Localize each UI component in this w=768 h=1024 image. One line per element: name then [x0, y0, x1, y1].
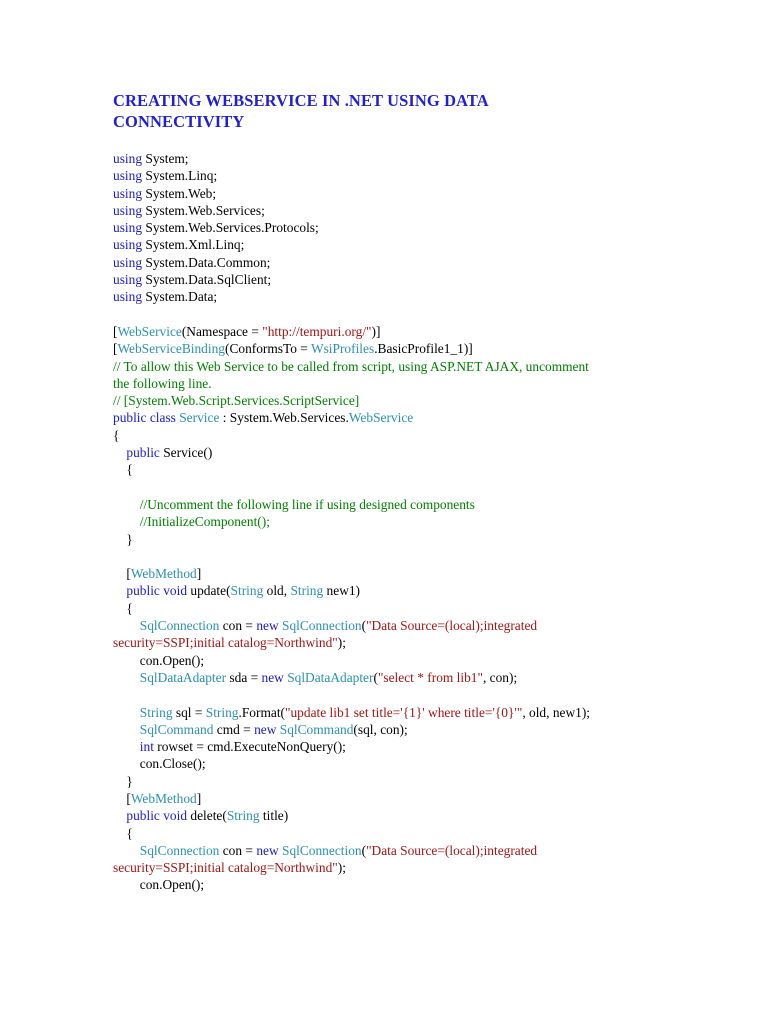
code-type: WsiProfiles	[310, 341, 375, 357]
code-line	[113, 271, 673, 288]
code-string: "Data Source=(local);integrated	[366, 618, 538, 634]
code-line	[113, 704, 673, 721]
code-text: }	[113, 531, 133, 547]
code-line	[113, 427, 673, 444]
code-line	[113, 755, 673, 772]
code-text	[113, 514, 140, 529]
code-line	[113, 496, 673, 513]
code-text: (	[361, 618, 367, 634]
code-line	[113, 167, 673, 184]
code-type: SqlCommand	[279, 721, 354, 737]
blank-line	[113, 686, 673, 703]
code-keyword: public	[126, 583, 160, 599]
code-text	[113, 497, 140, 512]
code-text: {	[113, 427, 120, 443]
code-type: SqlConnection	[282, 618, 362, 634]
code-text: [	[113, 566, 131, 582]
code-string: security=SSPI;initial catalog=Northwind"	[113, 635, 338, 651]
code-text: sql =	[172, 704, 206, 720]
code-keyword: int	[139, 739, 154, 755]
code-text: (ConformsTo =	[224, 341, 311, 357]
code-line	[113, 600, 673, 617]
code-text: System.Xml.Linq;	[142, 237, 245, 253]
code-text: update(	[187, 583, 231, 599]
code-comment: the following line.	[113, 375, 212, 391]
code-text: )]	[371, 323, 381, 339]
code-text: System.Linq;	[142, 168, 218, 184]
code-line	[113, 790, 673, 807]
code-text	[113, 705, 140, 720]
code-type: SqlDataAdapter	[287, 669, 374, 685]
code-line	[113, 219, 673, 236]
code-keyword: using	[113, 272, 143, 288]
code-text: System;	[142, 151, 189, 166]
code-string: "select * from lib1"	[377, 669, 483, 685]
code-string: security=SSPI;initial catalog=Northwind"	[113, 860, 338, 876]
code-comment: //Uncomment the following line if using designed components	[139, 496, 475, 512]
code-text: [	[113, 790, 131, 806]
code-text: , old, new1);	[522, 704, 590, 720]
code-text: (sql, con);	[353, 721, 408, 737]
code-text: System.Web.Services;	[142, 202, 265, 218]
code-keyword: new	[254, 721, 277, 737]
code-type: String	[230, 583, 264, 599]
code-text: [	[113, 341, 118, 357]
code-text	[113, 670, 140, 685]
code-line	[113, 375, 673, 392]
code-line	[113, 340, 673, 357]
code-comment: // [System.Web.Script.Services.ScriptService]	[113, 393, 360, 409]
code-line	[113, 669, 673, 686]
code-type: Service	[179, 410, 220, 426]
code-line	[113, 254, 673, 271]
code-line	[113, 288, 673, 305]
code-text	[113, 618, 140, 633]
code-text: System.Data;	[142, 289, 218, 305]
code-line	[113, 825, 673, 842]
code-type: String	[290, 583, 324, 599]
code-line	[113, 531, 673, 548]
code-text: ]	[196, 790, 202, 806]
code-text: new1)	[323, 583, 361, 599]
blank-line	[113, 479, 673, 496]
code-text: con =	[219, 842, 257, 858]
code-text: ]	[196, 566, 202, 582]
code-line	[113, 358, 673, 375]
code-line	[113, 582, 673, 599]
code-text: cmd =	[213, 721, 255, 737]
code-text: (	[361, 842, 367, 858]
code-text: con.Close();	[113, 756, 206, 772]
code-text: System.Data.SqlClient;	[142, 272, 272, 288]
code-line	[113, 444, 673, 461]
code-keyword: class	[149, 410, 176, 426]
code-keyword: using	[113, 185, 143, 201]
code-keyword: using	[113, 237, 143, 253]
code-line	[113, 461, 673, 478]
code-text	[113, 722, 140, 737]
code-line	[113, 859, 673, 876]
code-text: System.Data.Common;	[142, 254, 271, 270]
code-keyword: public	[126, 445, 160, 461]
code-text: con.Open();	[113, 877, 205, 893]
code-line	[113, 876, 673, 893]
code-text: con.Open();	[113, 652, 205, 668]
code-type: String	[139, 704, 173, 720]
code-type: WebMethod	[130, 790, 197, 806]
code-line	[113, 565, 673, 582]
code-type: SqlDataAdapter	[139, 669, 227, 685]
code-line	[113, 634, 673, 651]
code-line	[113, 652, 673, 669]
code-keyword: using	[113, 220, 143, 236]
code-line	[113, 236, 673, 253]
code-text	[113, 843, 140, 858]
code-type: WebServiceBinding	[117, 341, 225, 357]
code-keyword: public	[113, 410, 147, 426]
code-keyword: using	[113, 254, 143, 270]
code-line	[113, 513, 673, 530]
code-string: "http://tempuri.org/"	[262, 323, 372, 339]
code-text: }	[113, 773, 133, 789]
code-line	[113, 721, 673, 738]
code-text: sda =	[226, 669, 262, 685]
code-text: : System.Web.Services.	[219, 410, 349, 426]
code-text: old,	[263, 583, 291, 599]
code-type: SqlConnection	[139, 618, 220, 634]
code-type: String	[226, 808, 260, 824]
code-text: delete(	[187, 808, 227, 824]
code-text	[113, 583, 126, 598]
code-text: [	[113, 323, 118, 339]
code-comment: // To allow this Web Service to be called from script, using ASP.NET AJAX, uncomment	[113, 358, 589, 374]
code-text: {	[113, 462, 133, 478]
code-text: );	[337, 635, 346, 651]
code-line	[113, 323, 673, 340]
code-text: Service()	[159, 445, 213, 461]
code-text: System.Web.Services.Protocols;	[142, 220, 319, 236]
code-line	[113, 738, 673, 755]
code-text: {	[113, 825, 133, 841]
code-text: (	[373, 669, 378, 685]
code-keyword: using	[113, 289, 143, 305]
code-keyword: new	[261, 669, 284, 685]
code-type: WebService	[117, 323, 182, 339]
code-text: con =	[219, 618, 257, 634]
document-title-line: CREATING WEBSERVICE IN .NET USING DATA	[113, 91, 489, 110]
code-text: title)	[259, 808, 289, 824]
code-text: .Format(	[238, 704, 286, 720]
code-type: WebMethod	[130, 566, 197, 582]
code-comment: //InitializeComponent();	[139, 514, 270, 530]
code-line	[113, 807, 673, 824]
blank-line	[113, 548, 673, 565]
code-keyword: using	[113, 202, 143, 218]
code-line	[113, 617, 673, 634]
code-text	[113, 808, 126, 823]
code-type: SqlCommand	[139, 721, 214, 737]
code-type: WebService	[348, 410, 414, 426]
code-keyword: new	[256, 842, 279, 858]
code-line	[113, 409, 673, 426]
code-type: SqlConnection	[282, 842, 362, 858]
code-block	[113, 150, 673, 894]
code-keyword: new	[256, 618, 279, 634]
code-type: SqlConnection	[139, 842, 220, 858]
code-keyword: void	[163, 583, 188, 599]
code-keyword: public	[126, 808, 160, 824]
code-text: rowset = cmd.ExecuteNonQuery();	[153, 739, 346, 755]
code-line	[113, 185, 673, 202]
code-text: {	[113, 600, 133, 616]
code-string: "update lib1 set title='{1}' where title='{0}'"	[285, 704, 523, 720]
document-title	[113, 90, 633, 132]
code-line	[113, 202, 673, 219]
code-text: System.Web;	[142, 185, 217, 201]
document-title-line: CONNECTIVITY	[113, 112, 245, 131]
code-text	[113, 739, 140, 754]
code-text: );	[337, 860, 346, 876]
code-text: .BasicProfile1_1)]	[374, 341, 473, 357]
code-line	[113, 392, 673, 409]
blank-line	[113, 306, 673, 323]
code-text: (Namespace =	[181, 323, 263, 339]
code-line	[113, 842, 673, 859]
code-line	[113, 150, 673, 167]
code-keyword: void	[163, 808, 188, 824]
code-string: "Data Source=(local);integrated	[366, 842, 538, 858]
code-keyword: using	[113, 168, 143, 184]
code-text	[113, 445, 126, 460]
code-type: String	[205, 704, 239, 720]
code-text: , con);	[482, 669, 518, 685]
code-keyword: using	[113, 151, 143, 166]
code-line	[113, 773, 673, 790]
